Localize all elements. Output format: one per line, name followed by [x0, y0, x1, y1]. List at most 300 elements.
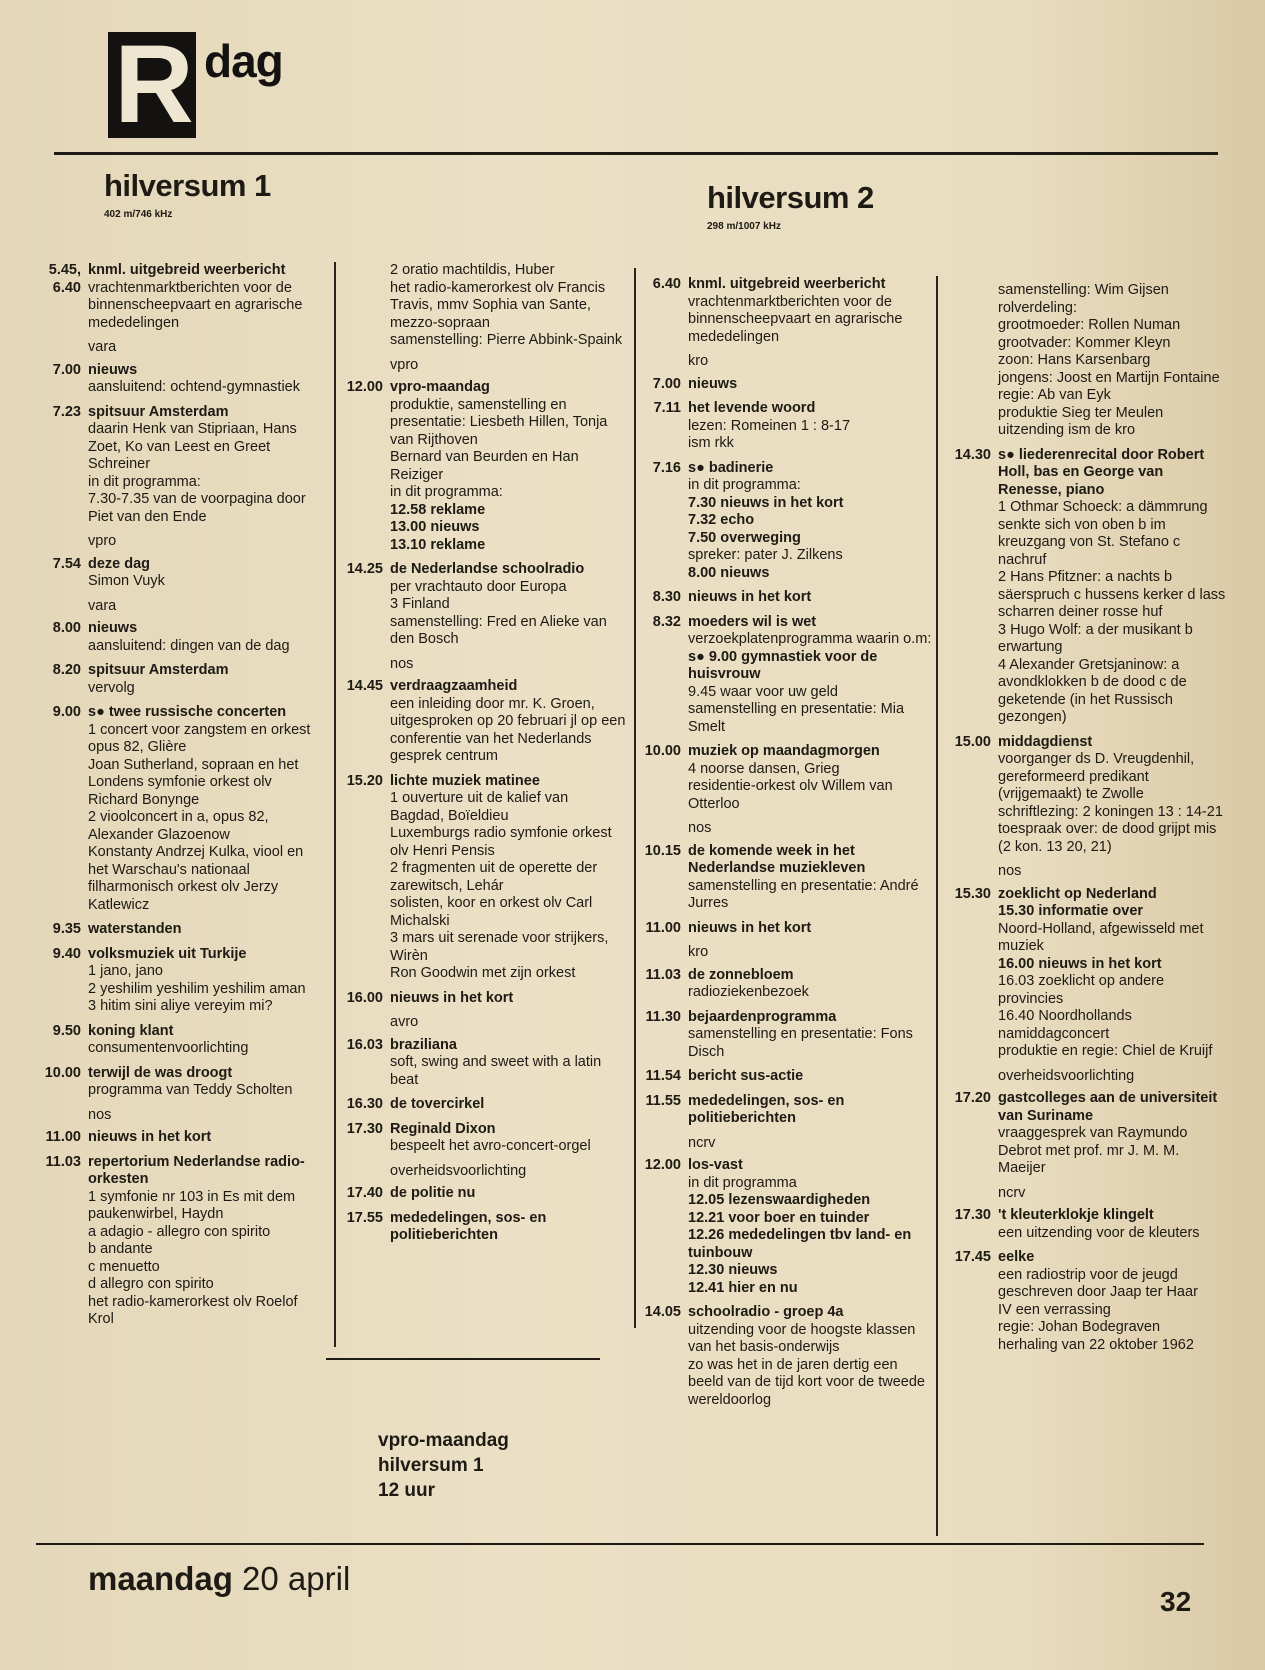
program-body [998, 1207, 1226, 1242]
program-detail: Simon Vuyk [88, 573, 165, 589]
program-body [688, 1068, 936, 1086]
program-subitem: 12.05 lezenswaardigheden [688, 1192, 871, 1208]
program-detail: a adagio - allegro con spirito [88, 1223, 271, 1240]
program-title: volksmuziek uit Turkije [88, 945, 247, 962]
program-detail: een radiostrip voor de jeugd geschreven door Jaap ter Haar [998, 1266, 1198, 1300]
program-time: 17.40 [346, 1185, 383, 1201]
program-time: 9.40 [52, 945, 81, 962]
program-detail: voorganger ds D. Vreugdenhil, gereformeerd predikant (vrijgemaakt) te Zwolle [998, 751, 1195, 802]
program-body [88, 262, 318, 332]
program-entry [626, 1068, 936, 1086]
program-time: 15.20 [346, 772, 383, 789]
program-body [390, 561, 626, 649]
program-detail: d allegro con spirito [88, 1276, 214, 1292]
program-detail: zoon: Hans Karsenbarg [998, 352, 1151, 368]
program-detail: 3 hitim sini aliye vereyim mi? [88, 998, 273, 1014]
program-time: 16.30 [346, 1096, 383, 1112]
program-title: de zonnebloem [688, 966, 794, 983]
program-entry [334, 561, 626, 649]
program-body [998, 1090, 1226, 1178]
program-entry [26, 1154, 318, 1329]
program-body [688, 376, 936, 394]
program-detail: produktie Sieg ter Meulen [998, 404, 1164, 421]
program-detail: vrachtenmarktberichten voor de binnenscheepvaart en agrarische mededelingen [88, 279, 303, 331]
program-time: 5.45, 6.40 [48, 262, 81, 296]
program-entry [942, 1249, 1226, 1354]
program-subitem: 12.58 reklame [390, 501, 486, 518]
program-detail: het radio-kamerorkest olv Roelof Krol [88, 1293, 298, 1327]
program-detail: Bernard van Beurden en Han Reiziger [390, 449, 579, 483]
program-detail: jongens: Joost en Martijn Fontaine [998, 369, 1220, 386]
station-title-h1: hilversum 1 [104, 168, 271, 203]
station-title-h2: hilversum 2 [707, 180, 874, 215]
program-detail: uitzending ism de kro [998, 422, 1136, 438]
program-body [998, 1249, 1226, 1354]
program-time: 16.00 [346, 989, 383, 1006]
program-body [688, 967, 936, 1002]
program-title: de tovercirkel [390, 1096, 485, 1112]
program-entry [626, 1093, 936, 1128]
program-detail: aansluitend: ochtend-gymnastiek [88, 379, 300, 395]
program-title: de komende week in het Nederlandse muziekleven [688, 842, 866, 876]
broadcaster-label: vpro [390, 356, 419, 373]
program-detail: 2 fragmenten uit de operette der zarewitsch, Lehár [390, 860, 598, 894]
program-entry [334, 1210, 626, 1245]
program-subitem: 12.26 mededelingen tbv land- en tuinbouw [688, 1227, 912, 1261]
program-title: nieuws in het kort [688, 919, 812, 936]
promo-line-1: vpro-maandag [378, 1430, 509, 1451]
program-detail: radioziekenbezoek [688, 984, 809, 1000]
program-time: 14.30 [954, 446, 991, 463]
program-time: 11.00 [645, 919, 681, 936]
program-entry [626, 967, 936, 1002]
schedule-column-2 [334, 262, 626, 1252]
program-body [688, 460, 936, 583]
program-subitem: 12.21 voor boer en tuinder [688, 1209, 870, 1226]
program-detail: in dit programma: [688, 477, 801, 493]
program-title: bericht sus-actie [688, 1068, 804, 1084]
program-time [334, 262, 390, 350]
program-detail: een inleiding door mr. K. Groen, uitgesproken op 20 februari jl op een conferentie van het Nederlands gesprek centrum [390, 695, 626, 764]
program-body [390, 773, 626, 983]
program-body [998, 282, 1226, 440]
program-time: 8.20 [52, 662, 81, 678]
program-entry [26, 556, 318, 591]
program-detail: produktie en regie: Chiel de Kruijf [998, 1043, 1213, 1059]
program-title: het levende woord [688, 400, 816, 416]
program-title: nieuws in het kort [688, 589, 812, 605]
program-title: nieuws [688, 375, 738, 392]
program-body [688, 589, 936, 607]
program-detail: een uitzending voor de kleuters [998, 1224, 1200, 1241]
program-entry [26, 262, 318, 332]
program-subitem: 13.00 nieuws [390, 519, 480, 535]
broadcaster-label: ncrv [998, 1184, 1026, 1201]
program-title: eelke [998, 1249, 1035, 1265]
program-detail: 1 concert voor zangstem en orkest opus 82, Glière [88, 721, 311, 755]
program-title: terwijl de was droogt [88, 1064, 233, 1081]
program-time: 11.54 [645, 1068, 681, 1084]
program-title: nieuws in het kort [390, 989, 514, 1006]
program-entry [626, 743, 936, 813]
program-title: nieuws [88, 361, 138, 378]
program-detail: ism rkk [688, 435, 734, 451]
program-title: moeders wil is wet [688, 613, 817, 630]
program-detail: verzoekplatenprogramma waarin o.m: [688, 631, 932, 647]
program-detail: vraaggesprek van Raymundo Debrot met prof. mr J. M. M. Maeijer [998, 1125, 1188, 1176]
program-detail: schriftlezing: 2 koningen 13 : 14-21 [998, 803, 1223, 820]
program-title: verdraagzaamheid [390, 678, 518, 694]
program-detail: Luxemburgs radio symfonie orkest olv Henri Pensis [390, 825, 612, 859]
program-detail: Noord-Holland, afgewisseld met muziek [998, 920, 1204, 954]
program-subitem: 15.30 informatie over [998, 903, 1144, 919]
program-entry [26, 1023, 318, 1058]
program-detail: zo was het in de jaren dertig een beeld van de tijd kort voor de tweede wereldoorlog [688, 1356, 925, 1408]
program-title: 't kleuterklokje klingelt [998, 1207, 1154, 1223]
program-entry [942, 734, 1226, 857]
broadcaster-label: kro [688, 944, 709, 960]
program-time: 15.00 [954, 733, 991, 750]
program-body [688, 614, 936, 737]
page-number: 32 [1160, 1586, 1192, 1617]
program-entry [942, 282, 1226, 440]
program-time: 10.00 [44, 1064, 81, 1081]
program-time: 12.00 [346, 379, 383, 395]
program-detail: bespeelt het avro-concert-orgel [390, 1138, 591, 1154]
program-time: 9.35 [52, 921, 81, 937]
program-title: mededelingen, sos- en politieberichten [688, 1092, 845, 1126]
program-entry [334, 1185, 626, 1203]
column-divider [634, 268, 636, 1328]
program-title: bejaardenprogramma [688, 1008, 837, 1025]
logo-word: dag [204, 35, 283, 87]
program-entry [626, 1009, 936, 1062]
station-freq-h1: 402 m/746 kHz [104, 209, 173, 220]
program-entry [626, 1157, 936, 1297]
promo-line-3: 12 uur [378, 1480, 436, 1501]
program-detail: lezen: Romeinen 1 : 8-17 [688, 417, 851, 434]
program-detail: in dit programma: [88, 473, 201, 490]
program-title: nieuws in het kort [88, 1129, 212, 1145]
promo-box [378, 1428, 509, 1503]
program-title: de Nederlandse schoolradio [390, 561, 585, 577]
schedule-column-4 [942, 282, 1226, 1361]
program-title: s● badinerie [688, 459, 774, 476]
program-title: middagdienst [998, 733, 1093, 750]
program-detail: vrachtenmarktberichten voor de binnenscheepvaart en agrarische mededelingen [688, 293, 903, 345]
program-title: koning klant [88, 1022, 174, 1039]
program-title: schoolradio - groep 4a [688, 1304, 844, 1320]
promo-rule [326, 1358, 600, 1360]
program-entry [334, 1121, 626, 1156]
program-entry [626, 276, 936, 346]
program-time: 17.45 [954, 1249, 991, 1265]
program-body [88, 921, 318, 939]
program-detail: 4 noorse dansen, Grieg [688, 760, 840, 777]
program-time: 11.00 [45, 1129, 81, 1145]
program-body [88, 362, 318, 397]
broadcaster-label: ncrv [688, 1134, 716, 1151]
broadcaster-label: nos [688, 820, 712, 836]
program-body [998, 447, 1226, 727]
broadcaster-label: overheidsvoorlichting [390, 1162, 527, 1179]
program-entry [626, 614, 936, 737]
broadcaster-label: nos [998, 863, 1022, 879]
program-time: 11.55 [645, 1092, 681, 1109]
program-body [688, 1093, 936, 1128]
program-body [88, 556, 318, 591]
schedule-column-1 [26, 262, 318, 1336]
program-title: vpro-maandag [390, 379, 490, 395]
program-body [688, 400, 936, 453]
program-detail: 3 Hugo Wolf: a der musikant b erwartung [998, 621, 1193, 655]
top-rule [54, 152, 1218, 155]
program-detail: Ron Goodwin met zijn orkest [390, 965, 576, 981]
program-body [688, 1304, 936, 1409]
promo-line-2: hilversum 1 [378, 1455, 484, 1476]
program-detail: c menuetto [88, 1258, 160, 1275]
program-body [390, 990, 626, 1008]
program-time: 7.00 [52, 361, 81, 378]
program-entry [26, 946, 318, 1016]
program-detail: b andante [88, 1241, 153, 1257]
program-title: los-vast [688, 1157, 743, 1173]
program-title: repertorium Nederlandse radio-orkesten [88, 1153, 305, 1187]
program-detail: samenstelling en presentatie: Mia Smelt [688, 701, 905, 735]
program-time: 10.00 [644, 743, 681, 759]
program-entry [26, 662, 318, 697]
program-detail: het radio-kamerorkest olv Francis Travis, mmv Sophia van Sante, mezzo-sopraan [390, 279, 606, 331]
program-time: 11.30 [645, 1008, 681, 1025]
program-entry [26, 404, 318, 527]
program-detail: solisten, koor en orkest olv Carl Michalski [390, 895, 593, 929]
program-title: deze dag [88, 555, 151, 572]
program-body [688, 276, 936, 346]
program-body [88, 946, 318, 1016]
program-entry [626, 589, 936, 607]
program-body [998, 886, 1226, 1061]
program-time: 15.30 [954, 885, 991, 902]
broadcaster-label: vpro [88, 533, 117, 549]
program-time: 14.05 [644, 1304, 681, 1320]
column-divider [334, 262, 336, 1347]
program-body [88, 1023, 318, 1058]
program-title: knml. uitgebreid weerbericht [88, 262, 286, 278]
program-detail: 3 mars uit serenade voor strijkers, Wirèn [390, 930, 609, 964]
broadcaster-label: vara [88, 339, 117, 355]
program-detail: herhaling van 22 oktober 1962 [998, 1336, 1194, 1353]
program-body [390, 678, 626, 766]
program-detail: 2 yeshilim yeshilim yeshilim aman [88, 980, 306, 997]
broadcaster-label: vara [88, 597, 117, 614]
program-detail: consumentenvoorlichting [88, 1040, 249, 1056]
program-time: 7.16 [652, 459, 681, 476]
program-detail: samenstelling: Pierre Abbink-Spaink [390, 332, 623, 348]
program-time: 7.54 [52, 555, 81, 572]
program-title: de politie nu [390, 1185, 476, 1201]
program-detail: 9.45 waar voor uw geld [688, 683, 838, 700]
footer-day: maandag [88, 1560, 233, 1597]
program-title: mededelingen, sos- en politieberichten [390, 1209, 547, 1243]
program-detail: 2 Hans Pfitzner: a nachts b säerspruch c hussens kerker d lass scharren deiner rosse huf [998, 569, 1226, 620]
program-detail: Konstanty Andrzej Kulka, viool en het Warschau's nationaal filharmonisch orkest olv Jerzy Katlewicz [88, 844, 304, 913]
program-detail: samenstelling: Fred en Alieke van den Bosch [390, 613, 607, 647]
program-time: 14.45 [346, 678, 383, 694]
program-title: waterstanden [88, 921, 182, 937]
column-divider [936, 276, 938, 1536]
program-title: lichte muziek matinee [390, 772, 540, 789]
program-subitem: 8.00 nieuws [688, 564, 770, 581]
station-freq-h2: 298 m/1007 kHz [707, 221, 781, 232]
program-time: 17.30 [954, 1207, 991, 1223]
program-detail: daarin Henk van Stipriaan, Hans Zoet, Ko van Leest en Greet Schreiner [88, 421, 297, 472]
broadcaster-label: nos [390, 655, 414, 672]
program-detail: in dit programma: [390, 484, 503, 500]
program-title: spitsuur Amsterdam [88, 662, 229, 678]
program-title: nieuws [88, 620, 138, 636]
footer-date [88, 1560, 350, 1598]
program-subitem: 12.30 nieuws [688, 1262, 778, 1278]
logo-letter: R [108, 32, 196, 138]
program-title: s● twee russische concerten [88, 704, 287, 720]
program-time: 9.00 [52, 704, 81, 720]
program-detail: regie: Ab van Eyk [998, 387, 1111, 403]
program-entry [26, 362, 318, 397]
program-detail: uitzending voor de hoogste klassen van het basis-onderwijs [688, 1321, 916, 1355]
program-subitem: 7.30 nieuws in het kort [688, 494, 844, 511]
program-body [390, 1121, 626, 1156]
program-entry [334, 990, 626, 1008]
program-time: 17.55 [346, 1209, 383, 1226]
program-entry [334, 1096, 626, 1114]
program-entry [626, 920, 936, 938]
program-subitem: 13.10 reklame [390, 536, 486, 553]
program-time [942, 282, 998, 440]
program-detail: produktie, samenstelling en presentatie: Liesbeth Hillen, Tonja van Rijthoven [390, 396, 608, 448]
program-detail: 1 ouverture uit de kalief van Bagdad, Boïeldieu [390, 790, 569, 824]
program-title: spitsuur Amsterdam [88, 403, 229, 420]
program-detail: 2 oratio machtildis, Huber [390, 262, 555, 278]
program-detail: 7.30-7.35 van de voorpagina door Piet van den Ende [88, 491, 306, 525]
program-time: 14.25 [346, 561, 383, 577]
program-entry [26, 1129, 318, 1147]
program-detail: samenstelling en presentatie: André Jurres [688, 877, 919, 911]
program-time: 11.03 [45, 1153, 81, 1170]
program-subitem: 7.50 overweging [688, 529, 801, 546]
program-entry [334, 773, 626, 983]
program-entry [942, 886, 1226, 1061]
program-body [688, 743, 936, 813]
program-detail: IV een verrassing [998, 1301, 1111, 1318]
broadcaster-label: overheidsvoorlichting [998, 1067, 1135, 1084]
program-entry [26, 921, 318, 939]
program-entry [942, 447, 1226, 727]
program-detail: samenstelling: Wim Gijsen [998, 282, 1169, 298]
program-detail: aansluitend: dingen van de dag [88, 637, 290, 654]
program-detail: rolverdeling: [998, 299, 1077, 316]
program-title: gastcolleges aan de universiteit van Suriname [998, 1090, 1218, 1124]
program-body [88, 704, 318, 914]
program-body [390, 1185, 626, 1203]
footer-date-text: 20 april [242, 1560, 351, 1597]
program-subitem: s● 9.00 gymnastiek voor de huisvrouw [688, 648, 878, 682]
program-entry [626, 400, 936, 453]
program-time: 11.03 [645, 966, 681, 983]
program-detail: grootvader: Kommer Kleyn [998, 334, 1171, 351]
bottom-rule [36, 1543, 1204, 1545]
program-body [390, 1096, 626, 1114]
program-entry [942, 1207, 1226, 1242]
program-detail: spreker: pater J. Zilkens [688, 547, 843, 563]
program-body [390, 262, 626, 350]
program-time: 7.00 [652, 375, 681, 392]
program-detail: soft, swing and sweet with a latin beat [390, 1054, 602, 1088]
program-entry [26, 704, 318, 914]
program-detail: in dit programma [688, 1174, 797, 1191]
program-body [688, 843, 936, 913]
program-detail: samenstelling en presentatie: Fons Disch [688, 1026, 913, 1060]
program-title: knml. uitgebreid weerbericht [688, 276, 886, 292]
program-entry [626, 376, 936, 394]
program-body [88, 1154, 318, 1329]
program-body [88, 1065, 318, 1100]
program-detail: regie: Johan Bodegraven [998, 1319, 1161, 1335]
program-time: 7.23 [52, 403, 81, 420]
program-entry [26, 1065, 318, 1100]
program-time: 17.20 [954, 1090, 991, 1106]
program-time: 8.32 [652, 613, 681, 630]
program-title: zoeklicht op Nederland [998, 885, 1157, 902]
program-title: muziek op maandagmorgen [688, 743, 880, 759]
program-body [88, 404, 318, 527]
program-time: 16.03 [346, 1036, 383, 1053]
program-time: 7.11 [653, 400, 681, 416]
program-time: 10.15 [644, 842, 681, 859]
program-subitem: 16.00 nieuws in het kort [998, 955, 1162, 972]
program-detail: grootmoeder: Rollen Numan [998, 317, 1181, 333]
program-time: 6.40 [652, 276, 681, 292]
program-body [390, 379, 626, 554]
program-body [390, 1210, 626, 1245]
program-detail: 16.40 Noordhollands namiddagconcert [998, 1008, 1132, 1042]
program-subitem: 12.41 hier en nu [688, 1279, 798, 1296]
program-time: 9.50 [52, 1022, 81, 1039]
program-entry [334, 678, 626, 766]
program-body [88, 620, 318, 655]
program-body [390, 1037, 626, 1090]
program-entry [626, 460, 936, 583]
program-body [88, 1129, 318, 1147]
program-detail: Joan Sutherland, sopraan en het Londens symfonie orkest olv Richard Bonynge [88, 756, 299, 808]
program-entry [626, 843, 936, 913]
program-detail: 1 Othmar Schoeck: a dämmrung senkte sich von oben b im kreuzgang von St. Stefano c nachruf [998, 499, 1208, 568]
program-entry [334, 379, 626, 554]
program-body [688, 920, 936, 938]
program-entry [334, 262, 626, 350]
program-time: 17.30 [346, 1120, 383, 1137]
program-body [688, 1157, 936, 1297]
program-detail: toespraak over: de dood grijpt mis (2 kon. 13 20, 21) [998, 821, 1217, 855]
broadcaster-label: nos [88, 1106, 112, 1123]
program-subitem: 7.32 echo [688, 512, 755, 528]
schedule-column-3 [626, 276, 936, 1416]
program-detail: 1 jano, jano [88, 963, 163, 979]
program-time: 8.30 [652, 589, 681, 605]
program-detail: 1 symfonie nr 103 in Es mit dem paukenwirbel, Haydn [88, 1188, 296, 1222]
program-body [998, 734, 1226, 857]
program-detail: vervolg [88, 679, 135, 696]
program-title: braziliana [390, 1036, 457, 1053]
